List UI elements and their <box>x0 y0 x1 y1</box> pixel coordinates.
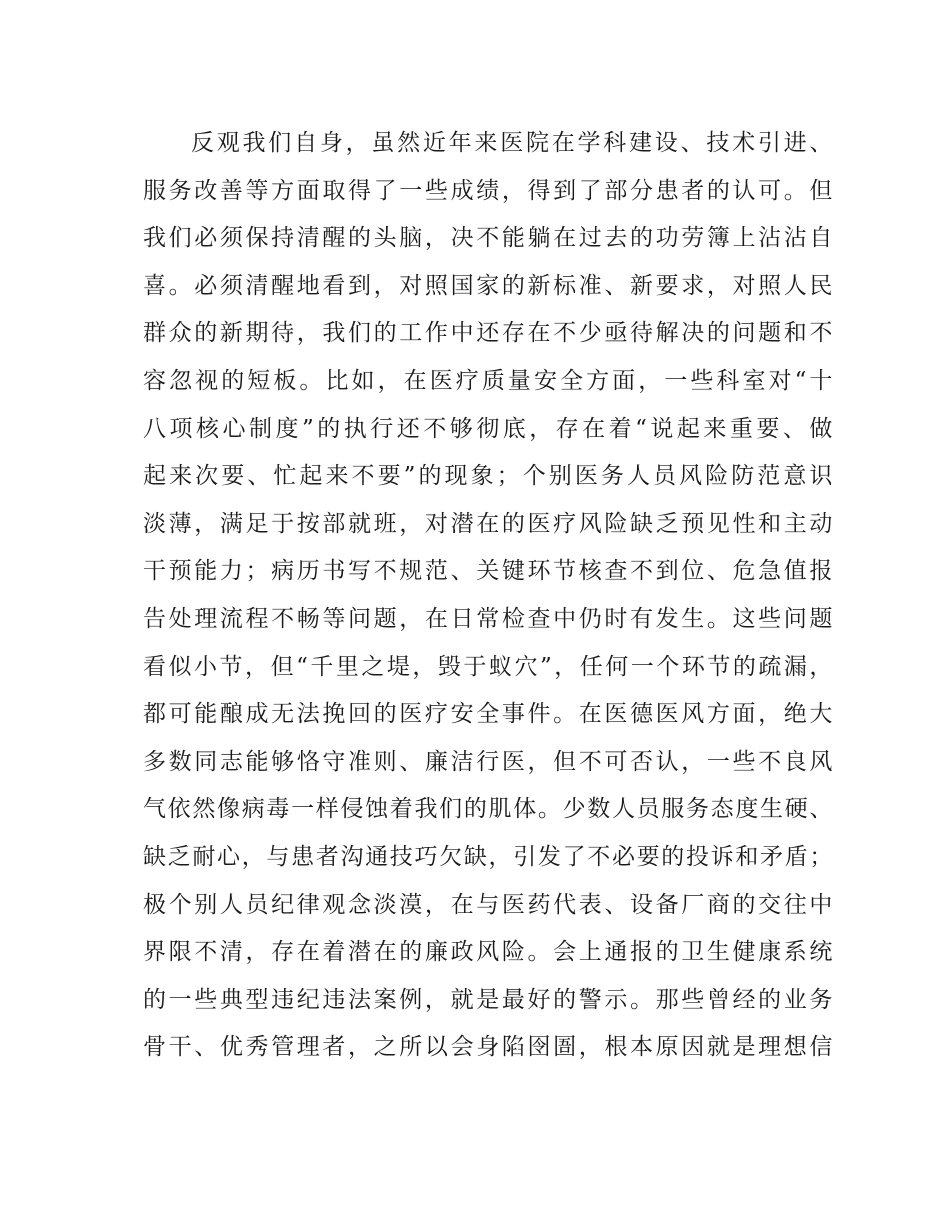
text-line: 都可能酿成无法挽回的医疗安全事件。在医德医风方面，绝大 <box>143 701 833 728</box>
text-line: 极个别人员纪律观念淡漠，在与医药代表、设备厂商的交往中 <box>143 891 833 918</box>
text-line: 的一些典型违纪违法案例，就是最好的警示。那些曾经的业务 <box>143 986 833 1013</box>
text-line: 喜。必须清醒地看到，对照国家的新标准、新要求，对照人民 <box>143 272 833 299</box>
text-line: 容忽视的短板。比如，在医疗质量安全方面，一些科室对“十 <box>143 367 833 394</box>
text-line: 服务改善等方面取得了一些成绩，得到了部分患者的认可。但 <box>143 177 833 204</box>
text-line: 看似小节，但“千里之堤，毁于蚁穴”，任何一个环节的疏漏， <box>143 653 833 680</box>
text-line: 骨干、优秀管理者，之所以会身陷囹圄，根本原因就是理想信 <box>143 1034 833 1061</box>
text-line: 界限不清，存在着潜在的廉政风险。会上通报的卫生健康系统 <box>143 939 833 966</box>
text-line: 多数同志能够恪守准则、廉洁行医，但不可否认，一些不良风 <box>143 748 833 775</box>
text-line: 告处理流程不畅等问题，在日常检查中仍时有发生。这些问题 <box>143 605 833 632</box>
text-line: 群众的新期待，我们的工作中还存在不少亟待解决的问题和不 <box>143 320 833 347</box>
body-paragraph <box>143 120 833 1072</box>
text-line: 干预能力；病历书写不规范、关键环节核查不到位、危急值报 <box>143 558 833 585</box>
text-line: 起来次要、忙起来不要”的现象；个别医务人员风险防范意识 <box>143 463 833 490</box>
text-line: 气依然像病毒一样侵蚀着我们的肌体。少数人员服务态度生硬、 <box>143 796 833 823</box>
text-line: 八项核心制度”的执行还不够彻底，存在着“说起来重要、做 <box>143 415 833 442</box>
text-line: 我们必须保持清醒的头脑，决不能躺在过去的功劳簿上沾沾自 <box>143 225 833 252</box>
text-line: 缺乏耐心，与患者沟通技巧欠缺，引发了不必要的投诉和矛盾； <box>143 843 833 870</box>
text-line: 淡薄，满足于按部就班，对潜在的医疗风险缺乏预见性和主动 <box>143 510 833 537</box>
text-line: 反观我们自身，虽然近年来医院在学科建设、技术引进、 <box>191 130 833 156</box>
